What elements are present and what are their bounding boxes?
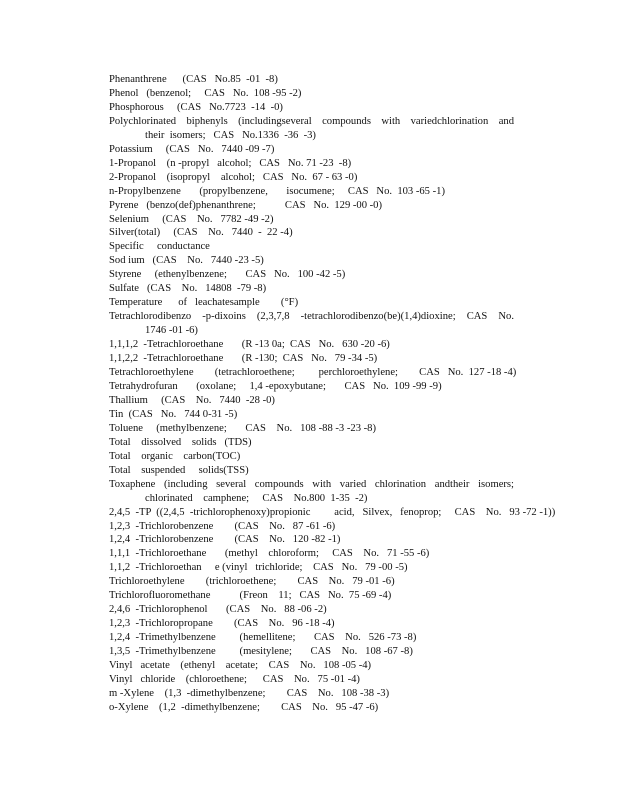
list-item: Tetrachloroethylene (tetrachloroethene; perchloroethylene; CAS No. 127 -18 -4) <box>109 367 517 379</box>
list-item: 2-Propanol (isopropyl alcohol; CAS No. 67 - 63 -0) <box>109 171 358 183</box>
list-item: Tetrahydrofuran (oxolane; 1,4 -epoxybutane; CAS No. 109 -99 -9) <box>109 380 442 392</box>
chemical-list <box>109 73 556 715</box>
list-item: Trichloroethylene (trichloroethene; CAS No. 79 -01 -6) <box>109 576 395 588</box>
list-item: 1,2,4 -Trichlorobenzene (CAS No. 120 -82 -1) <box>109 534 341 546</box>
list-item: 1,1,1 -Trichloroethane (methyl chloroform; CAS No. 71 -55 -6) <box>109 548 430 560</box>
list-item: 2,4,5 -TP ((2,4,5 -trichlorophenoxy)propionic acid, Silvex, fenoprop; CAS No. 93 -72 -1)) <box>109 506 556 518</box>
list-item: Specific conductance <box>109 241 210 253</box>
list-item: 1,2,3 -Trichloropropane (CAS No. 96 -18 -4) <box>109 618 335 630</box>
list-item: Trichlorofluoromethane (Freon 11; CAS No. 75 -69 -4) <box>109 590 392 602</box>
list-item: n-Propylbenzene (propylbenzene, isocumene; CAS No. 103 -65 -1) <box>109 185 445 197</box>
list-item: Vinyl chloride (chloroethene; CAS No. 75 -01 -4) <box>109 673 360 685</box>
list-item: Silver(total) (CAS No. 7440 - 22 -4) <box>109 227 293 239</box>
list-item: Phenanthrene (CAS No.85 -01 -8) <box>109 74 278 85</box>
list-item-continuation: 1746 -01 -6) <box>145 325 198 337</box>
list-item: Polychlorinated biphenyls (includingseveral compounds with variedchlorination and <box>109 115 514 127</box>
list-item: Tin (CAS No. 744 0-31 -5) <box>109 408 238 420</box>
list-item: 2,4,6 -Trichlorophenol (CAS No. 88 -06 -2) <box>109 604 327 616</box>
list-item-continuation: chlorinated camphene; CAS No.800 1-35 -2) <box>145 492 368 504</box>
list-item: 1-Propanol (n -propyl alcohol; CAS No. 71 -23 -8) <box>109 157 352 169</box>
list-item: Temperature of leachatesample (°F) <box>109 297 299 309</box>
list-item: 1,2,3 -Trichlorobenzene (CAS No. 87 -61 -6) <box>109 520 336 532</box>
list-item: Total organic carbon(TOC) <box>109 450 241 462</box>
list-item: 1,3,5 -Trimethylbenzene (mesitylene; CAS No. 108 -67 -8) <box>109 646 413 658</box>
list-item: o-Xylene (1,2 -dimethylbenzene; CAS No. 95 -47 -6) <box>109 701 379 713</box>
list-item-continuation: their isomers; CAS No.1336 -36 -3) <box>145 129 316 141</box>
list-item: Toluene (methylbenzene; CAS No. 108 -88 -3 -23 -8) <box>109 422 376 434</box>
list-item: 1,1,2,2 -Tetrachloroethane (R -130; CAS No. 79 -34 -5) <box>109 353 378 365</box>
list-item: 1,1,1,2 -Tetrachloroethane (R -13 0a; CAS No. 630 -20 -6) <box>109 339 390 351</box>
list-item: 1,1,2 -Trichloroethan e (vinyl trichloride; CAS No. 79 -00 -5) <box>109 562 408 574</box>
list-item: 1,2,4 -Trimethylbenzene (hemellitene; CAS No. 526 -73 -8) <box>109 632 417 644</box>
list-item: Sod ium (CAS No. 7440 -23 -5) <box>109 255 264 267</box>
list-item: Potassium (CAS No. 7440 -09 -7) <box>109 143 275 155</box>
list-item: Sulfate (CAS No. 14808 -79 -8) <box>109 283 267 295</box>
list-item: m -Xylene (1,3 -dimethylbenzene; CAS No. 108 -38 -3) <box>109 687 390 699</box>
list-item: Phosphorous (CAS No.7723 -14 -0) <box>109 101 283 113</box>
list-item: Thallium (CAS No. 7440 -28 -0) <box>109 394 275 406</box>
list-item: Toxaphene (including several compounds with varied chlorination andtheir isomers; <box>109 478 514 490</box>
list-item: Selenium (CAS No. 7782 -49 -2) <box>109 213 274 225</box>
list-item: Tetrachlorodibenzo -p-dixoins (2,3,7,8 -tetrachlorodibenzo(be)(1,4)dioxine; CAS No. <box>109 311 514 323</box>
list-item: Total dissolved solids (TDS) <box>109 436 252 448</box>
list-item: Styrene (ethenylbenzene; CAS No. 100 -42 -5) <box>109 269 346 281</box>
list-item: Vinyl acetate (ethenyl acetate; CAS No. 108 -05 -4) <box>109 660 372 672</box>
list-item: Phenol (benzenol; CAS No. 108 -95 -2) <box>109 87 302 99</box>
list-item: Pyrene (benzo(def)phenanthrene; CAS No. 129 -00 -0) <box>109 199 383 211</box>
list-item: Total suspended solids(TSS) <box>109 464 249 476</box>
